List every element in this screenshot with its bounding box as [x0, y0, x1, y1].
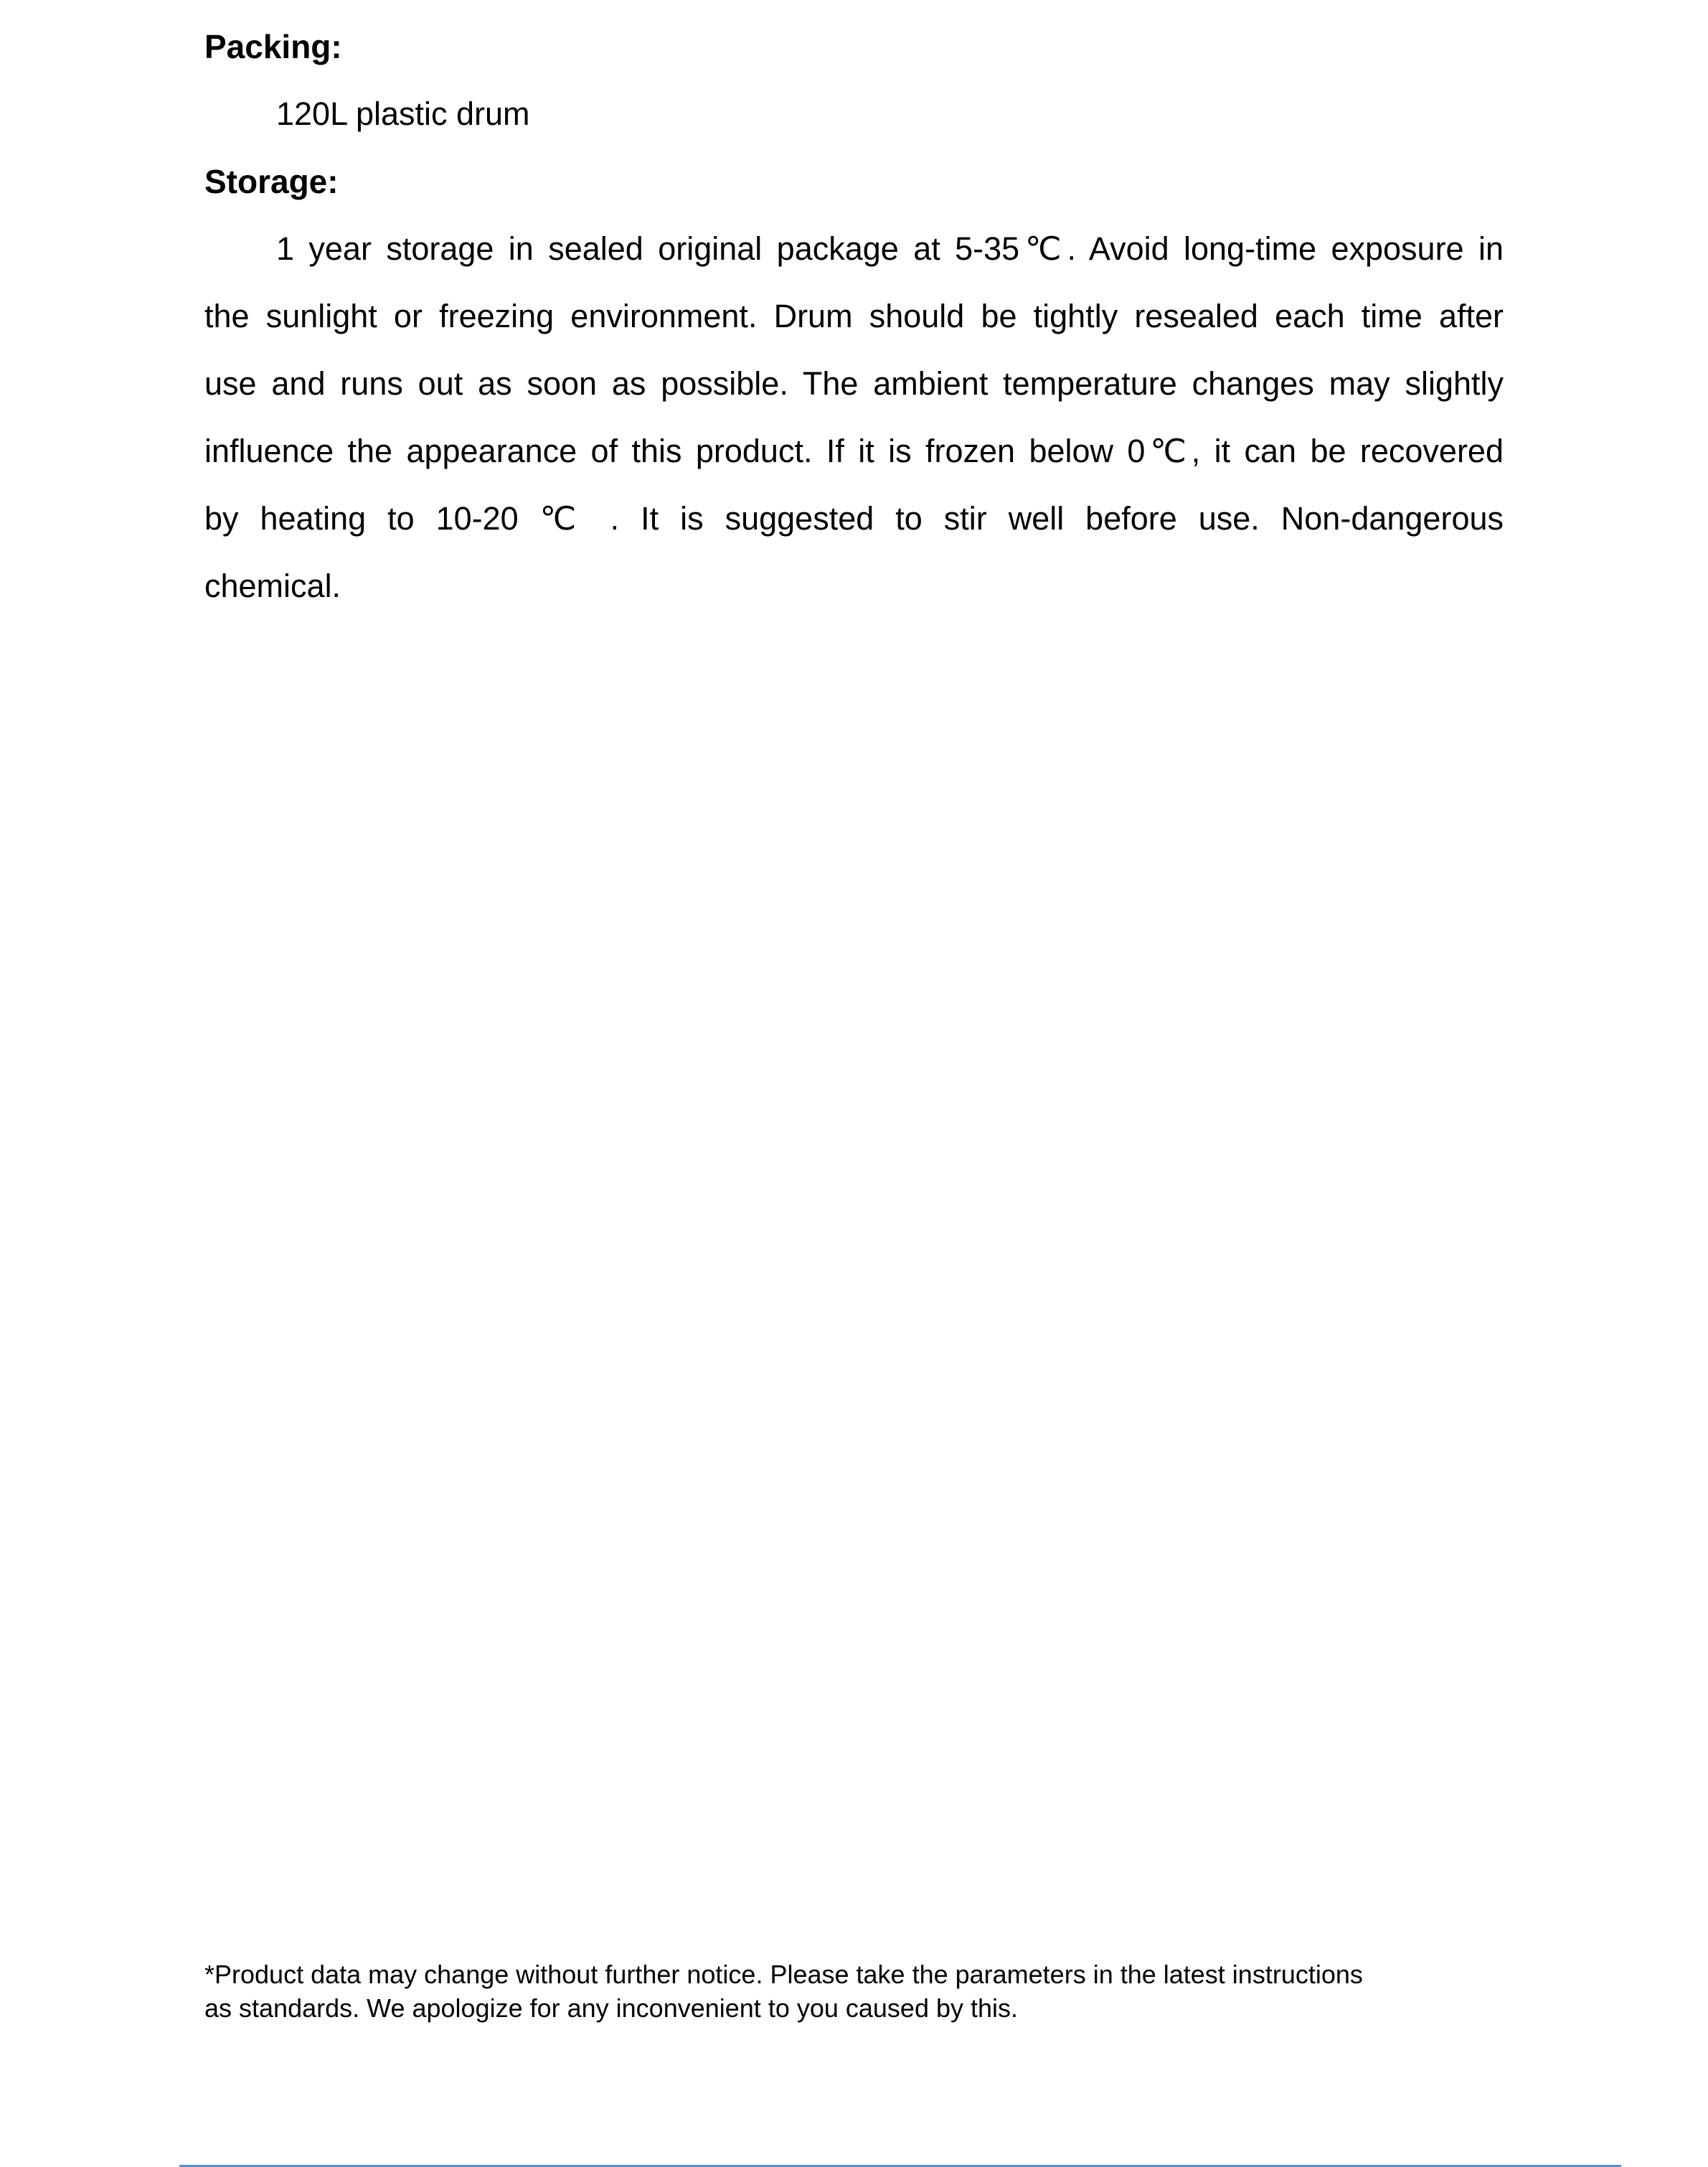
footer-line-1: *Product data may change without further notice. Please take the parameters in the latest instructions — [204, 1960, 1363, 1989]
footer-line-2: as standards. We apologize for any inconvenient to you caused by this. — [204, 1993, 1019, 2023]
packing-content: 120L plastic drum — [276, 95, 530, 132]
storage-line-1: 1 year storage in sealed original package at 5-35℃. Avoid long-time exposure in — [276, 230, 1504, 267]
packing-heading: Packing: — [204, 28, 342, 65]
storage-line-2: the sunlight or freezing environment. Drum should be tightly resealed each time after — [204, 298, 1504, 334]
footer-note — [204, 1957, 1539, 2025]
storage-line-4: influence the appearance of this product. If it is frozen below 0℃, it can be recovered — [204, 433, 1504, 469]
document-body — [204, 13, 1504, 620]
storage-heading: Storage: — [204, 163, 339, 200]
storage-line-6: chemical. — [204, 568, 341, 604]
storage-paragraph — [204, 215, 1504, 620]
storage-line-5: by heating to 10-20 ℃ . It is suggested to stir well before use. Non-dangerous — [204, 500, 1504, 537]
storage-line-3: use and runs out as soon as possible. The ambient temperature changes may slightly — [204, 365, 1504, 402]
